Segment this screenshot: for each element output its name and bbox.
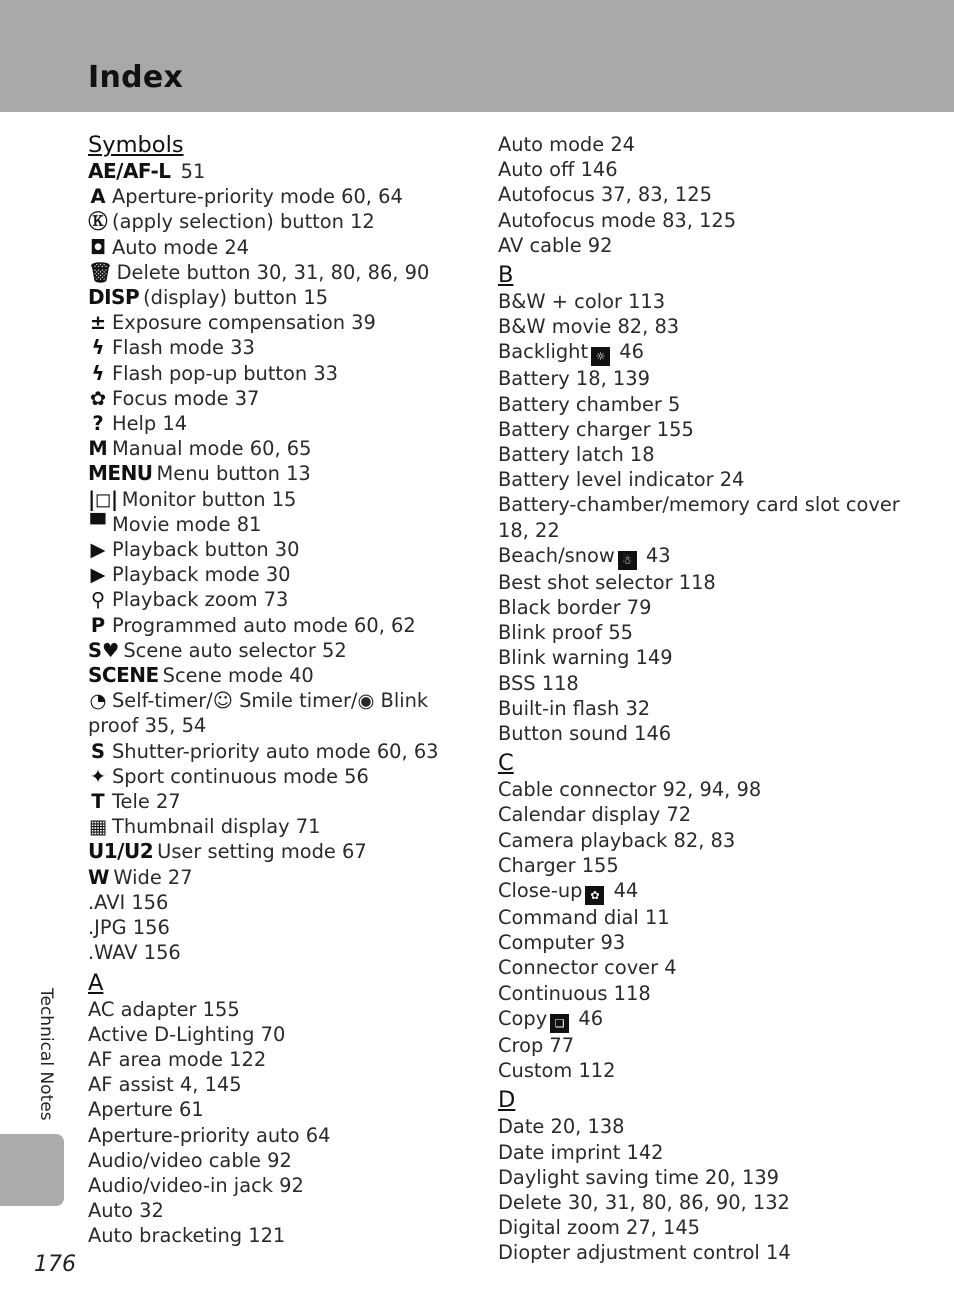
section-side-label: Technical Notes bbox=[36, 988, 56, 1121]
index-entry-text: Auto 32 bbox=[88, 1199, 164, 1223]
index-section-heading: Symbols bbox=[88, 132, 184, 158]
index-entry-text: Command dial 11 bbox=[498, 906, 670, 930]
index-entry-pages: 46 bbox=[613, 340, 644, 364]
thumbnail-icon: ▦ bbox=[88, 815, 108, 839]
index-entry-text: Autofocus mode 83, 125 bbox=[498, 208, 737, 232]
movie-icon: ▀ bbox=[90, 512, 106, 536]
focus-macro-icon: ✿ bbox=[89, 386, 107, 410]
index-entry bbox=[498, 802, 918, 827]
index-entry bbox=[88, 915, 443, 940]
help-icon: ? bbox=[92, 412, 104, 436]
index-entry-text: Date 20, 138 bbox=[498, 1115, 625, 1139]
index-entry bbox=[88, 764, 443, 789]
index-entry bbox=[498, 467, 918, 492]
index-entry-text: Beach/snow bbox=[498, 543, 615, 567]
index-entry bbox=[498, 853, 918, 878]
page-title: Index bbox=[88, 60, 184, 95]
beach-snow-icon: ☃ bbox=[618, 551, 637, 570]
index-entry bbox=[498, 492, 918, 542]
index-entry-text: Computer 93 bbox=[498, 931, 626, 955]
index-entry bbox=[498, 570, 918, 595]
index-entry bbox=[88, 285, 443, 310]
index-entry-text: .JPG 156 bbox=[88, 916, 170, 940]
index-entry bbox=[88, 1123, 443, 1148]
trash-icon: 🗑 bbox=[88, 260, 113, 284]
index-entry bbox=[88, 184, 443, 209]
shutter-priority-icon: S bbox=[91, 739, 105, 763]
index-entry bbox=[498, 620, 918, 645]
aperture-priority-icon: A bbox=[90, 185, 106, 209]
index-entry-text: Battery-chamber/memory card slot cover 18, 22 bbox=[498, 493, 900, 542]
index-entry bbox=[88, 688, 443, 738]
index-entry-text: Auto mode 24 bbox=[498, 133, 636, 156]
index-entry-text: Delete button 30, 31, 80, 86, 90 bbox=[116, 260, 430, 284]
index-entry bbox=[498, 595, 918, 620]
index-entry-text: .WAV 156 bbox=[88, 941, 181, 965]
index-entry-text: Sport continuous mode 56 bbox=[112, 764, 369, 788]
index-entry bbox=[88, 159, 443, 184]
index-entry bbox=[88, 386, 443, 411]
index-entry-text: Programmed auto mode 60, 62 bbox=[112, 613, 416, 637]
index-entry bbox=[88, 235, 443, 260]
index-entry bbox=[88, 789, 443, 814]
wide-icon: W bbox=[88, 865, 110, 889]
index-entry-text: Scene mode 40 bbox=[162, 664, 314, 688]
index-entry-text: Continuous 118 bbox=[498, 981, 651, 1005]
index-entry-text: Scene auto selector 52 bbox=[123, 638, 347, 662]
index-entry bbox=[498, 1215, 918, 1240]
index-entry-text: Connector cover 4 bbox=[498, 956, 677, 980]
index-entry-text: Monitor button 15 bbox=[121, 487, 297, 511]
index-entry bbox=[498, 981, 918, 1006]
index-entry-text: Button sound 146 bbox=[498, 722, 672, 746]
index-entry-pages: 44 bbox=[607, 879, 639, 903]
index-entry-text: Flash mode 33 bbox=[112, 336, 255, 360]
index-entry bbox=[498, 777, 918, 802]
page-number: 176 bbox=[34, 1252, 76, 1277]
monitor-icon: |◻| bbox=[88, 486, 118, 511]
flash-icon: ϟ bbox=[91, 336, 105, 360]
index-entry bbox=[498, 1006, 918, 1033]
index-entry bbox=[88, 1148, 443, 1173]
index-entry bbox=[498, 1033, 918, 1058]
index-entry bbox=[88, 940, 443, 965]
index-entry bbox=[498, 1140, 918, 1165]
index-entry-pages: 43 bbox=[639, 543, 671, 567]
index-entry bbox=[88, 209, 443, 234]
index-entry-text: Playback mode 30 bbox=[112, 563, 291, 587]
index-entry bbox=[88, 562, 443, 587]
index-entry-text: Blink warning 149 bbox=[498, 646, 673, 670]
index-entry bbox=[498, 1165, 918, 1190]
index-entry bbox=[88, 865, 443, 890]
index-entry bbox=[498, 721, 918, 746]
index-entry bbox=[88, 461, 443, 486]
index-entry bbox=[88, 613, 443, 638]
section-tab bbox=[0, 1134, 64, 1206]
index-entry bbox=[88, 1047, 443, 1072]
index-entry-text: Auto bracketing 121 bbox=[88, 1224, 286, 1248]
index-entry-text: Backlight bbox=[498, 340, 589, 364]
index-entry-text: Diopter adjustment control 14 bbox=[498, 1241, 791, 1265]
index-entry-text: Crop 77 bbox=[498, 1033, 575, 1057]
index-entry bbox=[498, 314, 918, 339]
index-entry-text: Manual mode 60, 65 bbox=[112, 437, 312, 461]
index-entry bbox=[498, 289, 918, 314]
index-entry bbox=[498, 878, 918, 905]
index-entry bbox=[498, 1240, 918, 1265]
close-up-icon: ✿ bbox=[585, 886, 604, 905]
camera-icon: ◘ bbox=[89, 235, 107, 259]
menu-icon: MENU bbox=[88, 461, 153, 486]
index-entry-text: Aperture-priority mode 60, 64 bbox=[112, 185, 403, 209]
index-entry-text: AF area mode 122 bbox=[88, 1047, 267, 1071]
index-entry bbox=[498, 905, 918, 930]
index-entry-text: Best shot selector 118 bbox=[498, 570, 716, 594]
index-entry bbox=[88, 587, 443, 612]
index-entry-text: Focus mode 37 bbox=[112, 386, 260, 410]
index-entry bbox=[88, 814, 443, 839]
index-entry-text: Black border 79 bbox=[498, 596, 652, 620]
index-entry bbox=[88, 335, 443, 360]
index-entry-text: Delete 30, 31, 80, 86, 90, 132 bbox=[498, 1190, 790, 1214]
self-timer-icon: ◔ bbox=[89, 689, 107, 713]
index-entry-text: Close-up bbox=[498, 879, 583, 903]
zoom-icon: ⚲ bbox=[90, 588, 106, 612]
index-entry-text: Playback button 30 bbox=[112, 538, 300, 562]
index-entry-text: Auto off 146 bbox=[498, 158, 618, 182]
index-section-heading: B bbox=[498, 262, 514, 289]
index-entry bbox=[498, 1190, 918, 1215]
index-entry-text: Tele 27 bbox=[112, 790, 181, 814]
index-entry bbox=[88, 890, 443, 915]
index-entry-text: B&W + color 113 bbox=[498, 290, 666, 314]
index-entry bbox=[498, 645, 918, 670]
scene-auto-icon: S♥ bbox=[88, 638, 120, 662]
tele-icon: T bbox=[91, 790, 105, 814]
index-entry-text: AV cable 92 bbox=[498, 233, 613, 257]
index-entry bbox=[88, 260, 443, 285]
index-entry-text: Thumbnail display 71 bbox=[112, 815, 321, 839]
index-entry-text: Help 14 bbox=[112, 412, 188, 436]
index-entry-text: Flash pop-up button 33 bbox=[112, 361, 339, 385]
index-entry bbox=[88, 839, 443, 864]
index-section-heading: C bbox=[498, 750, 514, 777]
index-entry bbox=[498, 233, 918, 258]
index-entry-text: BSS 118 bbox=[498, 671, 579, 695]
ok-button-icon: Ⓚ bbox=[88, 210, 108, 234]
index-entry-text: Audio/video-in jack 92 bbox=[88, 1173, 304, 1197]
index-entry bbox=[498, 955, 918, 980]
copy-icon: ❏ bbox=[550, 1014, 569, 1033]
index-entry-text: .AVI 156 bbox=[88, 890, 169, 914]
index-entry-text: Movie mode 81 bbox=[112, 512, 262, 536]
index-entry-text: Menu button 13 bbox=[156, 462, 311, 486]
index-entry-text: Aperture 61 bbox=[88, 1098, 204, 1122]
index-entry-text: Digital zoom 27, 145 bbox=[498, 1216, 701, 1240]
exposure-compensation-icon: ± bbox=[89, 311, 107, 335]
manual-mode-icon: M bbox=[88, 437, 108, 461]
index-entry bbox=[88, 310, 443, 335]
scene-icon: SCENE bbox=[88, 663, 159, 688]
index-entry-text: Battery level indicator 24 bbox=[498, 468, 745, 492]
index-entry-text: Daylight saving time 20, 139 bbox=[498, 1165, 780, 1189]
index-entry bbox=[88, 1223, 443, 1248]
index-entry-text: Wide 27 bbox=[113, 865, 193, 889]
index-entry bbox=[88, 436, 443, 461]
index-entry-text: Shutter-priority auto mode 60, 63 bbox=[112, 739, 439, 763]
index-entry bbox=[498, 339, 918, 366]
index-entry-text: Calendar display 72 bbox=[498, 803, 692, 827]
index-entry bbox=[498, 392, 918, 417]
index-entry bbox=[88, 1097, 443, 1122]
index-entry bbox=[88, 663, 443, 688]
index-entry-text: AF assist 4, 145 bbox=[88, 1073, 242, 1097]
index-entry bbox=[498, 442, 918, 467]
index-entry-text: Blink proof 55 bbox=[498, 621, 634, 645]
index-entry bbox=[498, 1114, 918, 1139]
index-entry bbox=[88, 1198, 443, 1223]
index-entry-text: Self-timer/☺ Smile timer/◉ Blink proof 35, 54 bbox=[88, 689, 429, 738]
index-entry bbox=[498, 132, 918, 157]
index-entry bbox=[498, 543, 918, 570]
index-entry bbox=[88, 739, 443, 764]
index-entry-text: User setting mode 67 bbox=[157, 840, 367, 864]
index-entry-text: Custom 112 bbox=[498, 1059, 616, 1083]
index-entry bbox=[498, 1058, 918, 1083]
index-entry-text: B&W movie 82, 83 bbox=[498, 315, 680, 339]
index-entry-text: Aperture-priority auto 64 bbox=[88, 1123, 331, 1147]
index-entry bbox=[498, 696, 918, 721]
index-entry-text: Cable connector 92, 94, 98 bbox=[498, 778, 762, 802]
index-entry bbox=[498, 366, 918, 391]
index-entry bbox=[498, 157, 918, 182]
flash-icon: ϟ bbox=[91, 361, 105, 385]
index-entry bbox=[498, 671, 918, 696]
index-section-heading: D bbox=[498, 1087, 516, 1114]
index-entry-text: Built-in flash 32 bbox=[498, 696, 651, 720]
index-entry bbox=[88, 487, 443, 512]
index-entry-text: Autofocus 37, 83, 125 bbox=[498, 183, 712, 207]
index-entry bbox=[88, 411, 443, 436]
index-entry-text: Battery latch 18 bbox=[498, 443, 655, 467]
backlight-icon: ☼ bbox=[591, 347, 610, 366]
index-entry bbox=[88, 638, 443, 663]
playback-icon: ▶ bbox=[90, 538, 106, 562]
playback-icon: ▶ bbox=[90, 563, 106, 587]
index-entry-text: Auto mode 24 bbox=[112, 235, 250, 259]
sport-continuous-icon: ✦ bbox=[89, 764, 107, 788]
ae-af-lock-icon: AE/AF-L bbox=[88, 159, 171, 183]
index-entry bbox=[498, 417, 918, 442]
index-entry-text: Date imprint 142 bbox=[498, 1140, 664, 1164]
index-entry-text: Playback zoom 73 bbox=[112, 588, 289, 612]
programmed-auto-icon: P bbox=[90, 613, 106, 637]
user-setting-icon: U1/U2 bbox=[88, 839, 154, 864]
index-entry bbox=[88, 512, 443, 537]
index-entry-pages: 46 bbox=[572, 1006, 604, 1030]
index-section-heading: A bbox=[88, 969, 104, 996]
index-entry-text: AC adapter 155 bbox=[88, 997, 240, 1021]
index-entry-text: Copy bbox=[498, 1006, 548, 1030]
index-entry bbox=[88, 1022, 443, 1047]
index-entry bbox=[88, 361, 443, 386]
index-entry-text: Battery 18, 139 bbox=[498, 367, 650, 391]
index-entry-text: (apply selection) button 12 bbox=[112, 210, 375, 234]
index-entry-text: Camera playback 82, 83 bbox=[498, 828, 736, 852]
index-entry bbox=[88, 1173, 443, 1198]
index-entry bbox=[88, 537, 443, 562]
index-entry bbox=[498, 208, 918, 233]
index-entry bbox=[88, 1072, 443, 1097]
index-entry-text: Active D-Lighting 70 bbox=[88, 1022, 286, 1046]
index-entry-text: Charger 155 bbox=[498, 853, 619, 877]
index-entry bbox=[498, 182, 918, 207]
index-entry-text: 51 bbox=[174, 160, 206, 183]
index-entry-text: Audio/video cable 92 bbox=[88, 1148, 292, 1172]
index-entry bbox=[498, 828, 918, 853]
index-entry-text: Battery charger 155 bbox=[498, 417, 694, 441]
index-column-left bbox=[88, 132, 443, 1249]
index-column-right bbox=[498, 132, 918, 1266]
index-entry bbox=[498, 930, 918, 955]
header-bar bbox=[0, 0, 954, 112]
disp-icon: DISP bbox=[88, 285, 140, 310]
index-entry-text: Exposure compensation 39 bbox=[112, 311, 376, 335]
index-entry-text: Battery chamber 5 bbox=[498, 392, 681, 416]
index-entry bbox=[88, 997, 443, 1022]
index-entry-text: (display) button 15 bbox=[143, 286, 329, 310]
